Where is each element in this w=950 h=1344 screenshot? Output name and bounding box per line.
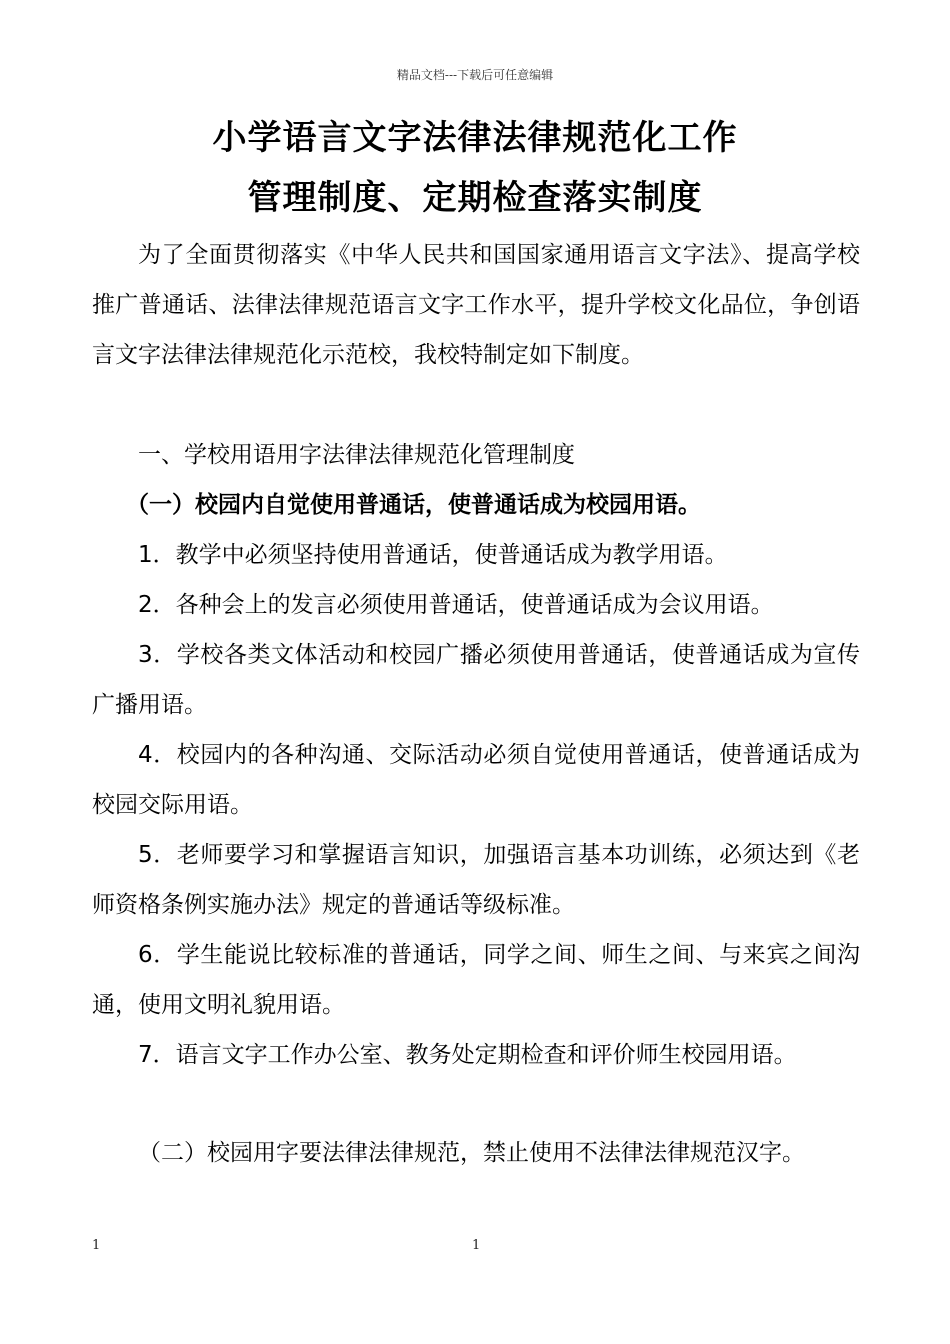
document-title-line-2: 管理制度、定期检查落实制度 [247, 178, 703, 218]
list-item-5: 5．老师要学习和掌握语言知识，加强语言基本功训练，必须达到《老师资格条例实施办法》规定的普通话等级标准。 [92, 842, 860, 918]
list-item-3: 3．学校各类文体活动和校园广播必须使用普通话，使普通话成为宣传广播用语。 [92, 642, 860, 718]
document-title-line-1: 小学语言文字法律法律规范化工作 [212, 118, 738, 158]
page-number-center: 1 [472, 1238, 481, 1253]
list-item-2: 2．各种会上的发言必须使用普通话，使普通话成为会议用语。 [138, 592, 774, 618]
intro-paragraph: 为了全面贯彻落实《中华人民共和国国家通用语言文字法》、提高学校推广普通话、法律法律规范语言文字工作水平，提升学校文化品位，争创语言文字法律法律规范化示范校，我校特制定如下制度。 [92, 242, 860, 368]
section-1-heading: 一、学校用语用字法律法律规范化管理制度 [138, 442, 575, 468]
list-item-4: 4．校园内的各种沟通、交际活动必须自觉使用普通话，使普通话成为校园交际用语。 [92, 742, 860, 818]
list-item-6: 6．学生能说比较标准的普通话，同学之间、师生之间、与来宾之间沟通，使用文明礼貌用语。 [92, 942, 860, 1018]
subsection-2-heading: （二）校园用字要法律法律规范，禁止使用不法律法律规范汉字。 [138, 1140, 805, 1166]
header-note: 精品文档---下载后可任意编辑 [396, 68, 554, 82]
list-item-7: 7．语言文字工作办公室、教务处定期检查和评价师生校园用语。 [138, 1042, 797, 1068]
page-number-left: 1 [92, 1238, 101, 1253]
list-item-1: 1．教学中必须坚持使用普通话，使普通话成为教学用语。 [138, 542, 728, 568]
subsection-1-heading: （一）校园内自觉使用普通话，使普通话成为校园用语。 [126, 492, 701, 518]
